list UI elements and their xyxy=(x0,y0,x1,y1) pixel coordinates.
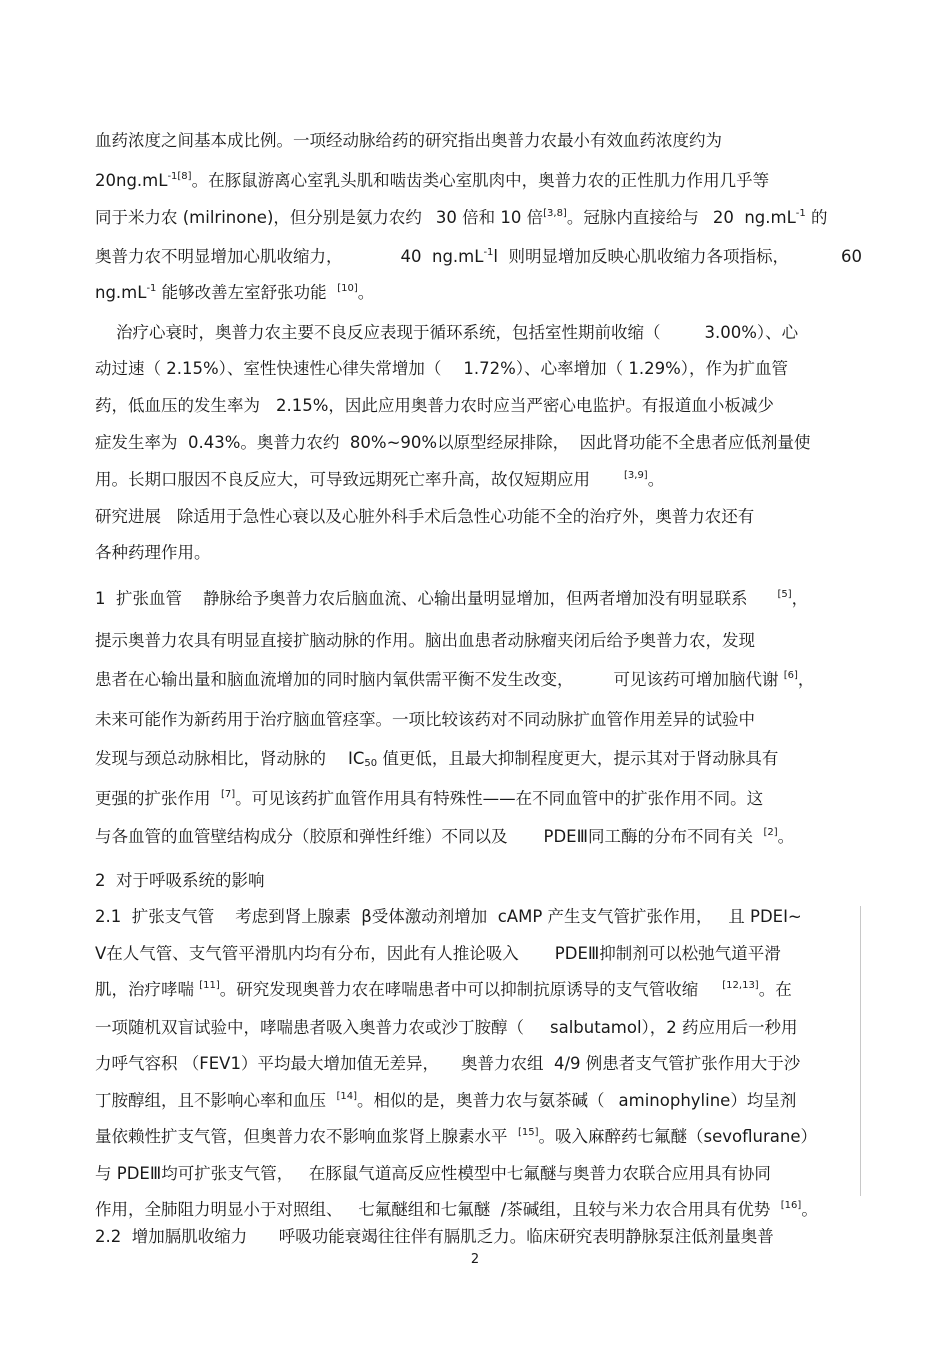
text-segment: 20 ng.mL xyxy=(712,208,796,227)
citation-superscript: [2] xyxy=(763,827,778,838)
text-segment: 。在 xyxy=(758,980,792,999)
text-line xyxy=(95,1017,865,1041)
text-line xyxy=(95,1226,865,1250)
text-segment: 。 xyxy=(777,827,795,846)
page-number: 2 xyxy=(470,1252,480,1267)
text-segment: ， xyxy=(791,589,809,608)
text-segment: 能够改善左室舒张功能 xyxy=(156,283,338,302)
text-line xyxy=(95,979,865,1003)
text-line xyxy=(95,748,865,772)
citation-superscript: [3,9] xyxy=(624,470,648,481)
text-segment: 更强的扩张作用 xyxy=(95,789,221,808)
text-segment: 一项随机双盲试验中，哮喘患者吸入奥普力农或沙丁胺醇（ xyxy=(95,1018,524,1037)
text-line xyxy=(95,709,865,733)
citation-superscript: -1 xyxy=(795,208,806,219)
text-segment: 症发生率为 0.43%。奥普力农约 80%~90%以原型经尿排除， 因此肾功能不全患者应低剂量使 xyxy=(95,433,811,452)
text-line xyxy=(95,130,865,154)
citation-superscript: [15] xyxy=(518,1127,539,1138)
text-line xyxy=(95,1126,865,1150)
text-line xyxy=(95,630,865,654)
text-line xyxy=(95,906,865,930)
text-segment: 发现与颈总动脉相比，肾动脉的 xyxy=(95,749,326,768)
text-segment: 奥普力农不明显增加心肌收缩力， xyxy=(95,247,343,266)
text-segment: 奥普力农组 4/9 例患者支气管扩张作用大于沙 xyxy=(460,1054,801,1073)
text-segment: 40 ng.mL xyxy=(400,247,484,266)
text-segment: 丁胺醇组，且不影响心率和血压 xyxy=(95,1091,337,1110)
text-segment: 提示奥普力农具有明显直接扩脑动脉的作用。脑出血患者动脉瘤夹闭后给予奥普力农，发现 xyxy=(95,631,755,650)
margin-rule xyxy=(860,906,861,1196)
text-segment: 。研究发现奥普力农在哮喘患者中可以抑制抗原诱导的支气管收缩 xyxy=(219,980,699,999)
text-segment: 与各血管的血管壁结构成分（胶原和弹性纤维）不同以及 xyxy=(95,827,508,846)
citation-superscript: -1[8] xyxy=(167,171,192,182)
text-segment: Ⅴ在人气管、支气管平滑肌内均有分布，因此有人推论吸入 xyxy=(95,944,519,963)
text-segment: 可见该药可增加脑代谢 xyxy=(613,670,784,689)
text-segment: PDEⅢ抑制剂可以松弛气道平滑 xyxy=(554,944,781,963)
text-line xyxy=(95,358,865,382)
citation-superscript: [6] xyxy=(783,670,798,681)
text-segment: 各种药理作用。 xyxy=(95,543,211,562)
text-segment: 患者在心输出量和脑血流增加的同时脑内氧供需平衡不发生改变， xyxy=(95,670,574,689)
text-line xyxy=(95,282,865,306)
text-segment: 药，低血压的发生率为 xyxy=(95,396,260,415)
subscript: 50 xyxy=(364,758,378,769)
text-segment: 的 xyxy=(805,208,828,227)
citation-superscript: [10] xyxy=(337,283,358,294)
text-segment: PDEⅢ同工酶的分布不同有关 xyxy=(543,827,764,846)
text-line xyxy=(95,506,865,530)
text-segment: 用。长期口服因不良反应大，可导致远期死亡率升高，故仅短期应用 xyxy=(95,470,590,489)
citation-superscript: -1 xyxy=(483,247,494,258)
text-segment: 肌，治疗哮喘 xyxy=(95,980,200,999)
text-line xyxy=(95,246,865,270)
text-segment: 动过速（ 2.15%）、室性快速性心律失常增加（ xyxy=(95,359,442,378)
text-segment: 治疗心衰时，奥普力农主要不良反应表现于循环系统，包括室性期前收缩（ xyxy=(95,323,661,342)
citation-superscript: -1 xyxy=(146,283,157,294)
text-segment: 2.2 增加膈肌收缩力 呼吸功能衰竭往往伴有膈肌乏力。临床研究表明静脉泵注低剂量奥普 xyxy=(95,1227,774,1246)
text-segment: aminophyline）均呈剂 xyxy=(618,1091,797,1110)
citation-superscript: [12,13] xyxy=(722,980,759,991)
text-line xyxy=(95,788,865,812)
text-segment: 值更低，且最大抑制程度更大，提示其对于肾动脉具有 xyxy=(377,749,779,768)
text-line xyxy=(95,1163,865,1187)
text-line xyxy=(95,1090,865,1114)
text-segment: l 则明显增加反映心肌收缩力各项指标， xyxy=(493,247,789,266)
text-line xyxy=(95,943,865,967)
text-segment: 60 xyxy=(841,247,862,266)
text-segment: 20ng.mL xyxy=(95,171,168,190)
text-segment: salbutamol），2 药应用后一秒用 xyxy=(550,1018,798,1037)
text-line xyxy=(95,170,865,194)
text-line xyxy=(95,395,865,419)
text-line xyxy=(95,432,865,456)
text-segment: 。在豚鼠游离心室乳头肌和啮齿类心室肌肉中，奥普力农的正性肌力作用几乎等 xyxy=(191,171,770,190)
text-line xyxy=(95,588,865,612)
text-segment: 与 PDEⅢ均可扩张支气管， 在豚鼠气道高反应性模型中七氟醚与奥普力农联合应用具有协同 xyxy=(95,1164,771,1183)
text-segment: 血药浓度之间基本成比例。一项经动脉给药的研究指出奥普力农最小有效血药浓度约为 xyxy=(95,131,722,150)
text-segment: 同于米力农 (milrinone)，但分别是氨力农约 xyxy=(95,208,422,227)
text-segment: 。吸入麻醉药七氟醚（sevoflurane） xyxy=(538,1127,817,1146)
text-line xyxy=(95,669,865,693)
text-line xyxy=(95,207,865,231)
text-segment: ， xyxy=(797,670,815,689)
citation-superscript: [11] xyxy=(199,980,220,991)
text-segment: 1.72%）、心率增加（ 1.29%），作为扩血管 xyxy=(463,359,788,378)
text-segment: 2.1 扩张支气管 考虑到肾上腺素 β受体激动剂增加 cAMP 产生支气管扩张作用， 且 PDEⅠ~ xyxy=(95,907,802,926)
text-segment: 1 扩张血管 静脉给予奥普力农后脑血流、心输出量明显增加，但两者增加没有明显联系 xyxy=(95,589,748,608)
text-segment: 作用，全肺阻力明显小于对照组、 七氟醚组和七氟醚 /茶碱组，且较与米力农合用具有优势 xyxy=(95,1200,781,1219)
text-segment: 。冠脉内直接给与 xyxy=(566,208,699,227)
citation-superscript: [14] xyxy=(336,1091,358,1102)
text-line xyxy=(95,1199,865,1223)
text-line xyxy=(95,322,865,346)
text-segment: 30 倍和 10 倍 xyxy=(435,208,544,227)
citation-superscript: [3,8] xyxy=(543,208,567,219)
text-segment: IC xyxy=(348,749,365,768)
text-segment: ng.mL xyxy=(95,283,147,302)
text-segment: 。 xyxy=(357,283,375,302)
text-line xyxy=(95,1053,865,1077)
text-segment: 力呼气容积 （FEV1）平均最大增加值无差异， xyxy=(95,1054,439,1073)
text-segment: 2.15%，因此应用奥普力农时应当严密心电监护。有报道血小板减少 xyxy=(276,396,774,415)
text-line xyxy=(95,542,865,566)
text-segment: 。相似的是，奥普力农与氨茶碱（ xyxy=(357,1091,605,1110)
text-segment: 。 xyxy=(647,470,665,489)
text-line xyxy=(95,870,865,894)
text-line xyxy=(95,826,865,850)
citation-superscript: [5] xyxy=(777,589,792,600)
text-segment: 。 xyxy=(801,1200,818,1219)
text-segment: 量依赖性扩支气管，但奥普力农不影响血浆肾上腺素水平 xyxy=(95,1127,518,1146)
text-segment: 未来可能作为新药用于治疗脑血管痉挛。一项比较该药对不同动脉扩血管作用差异的试验中 xyxy=(95,710,755,729)
text-line xyxy=(95,469,865,493)
text-segment: 研究进展 除适用于急性心衰以及心脏外科手术后急性心功能不全的治疗外，奥普力农还有 xyxy=(95,507,755,526)
citation-superscript: [16] xyxy=(780,1200,802,1211)
citation-superscript: [7] xyxy=(221,789,236,800)
text-segment: 2 对于呼吸系统的影响 xyxy=(95,871,265,890)
text-segment: 。可见该药扩血管作用具有特殊性——在不同血管中的扩张作用不同。这 xyxy=(235,789,764,808)
text-segment: 3.00%）、心 xyxy=(704,323,799,342)
